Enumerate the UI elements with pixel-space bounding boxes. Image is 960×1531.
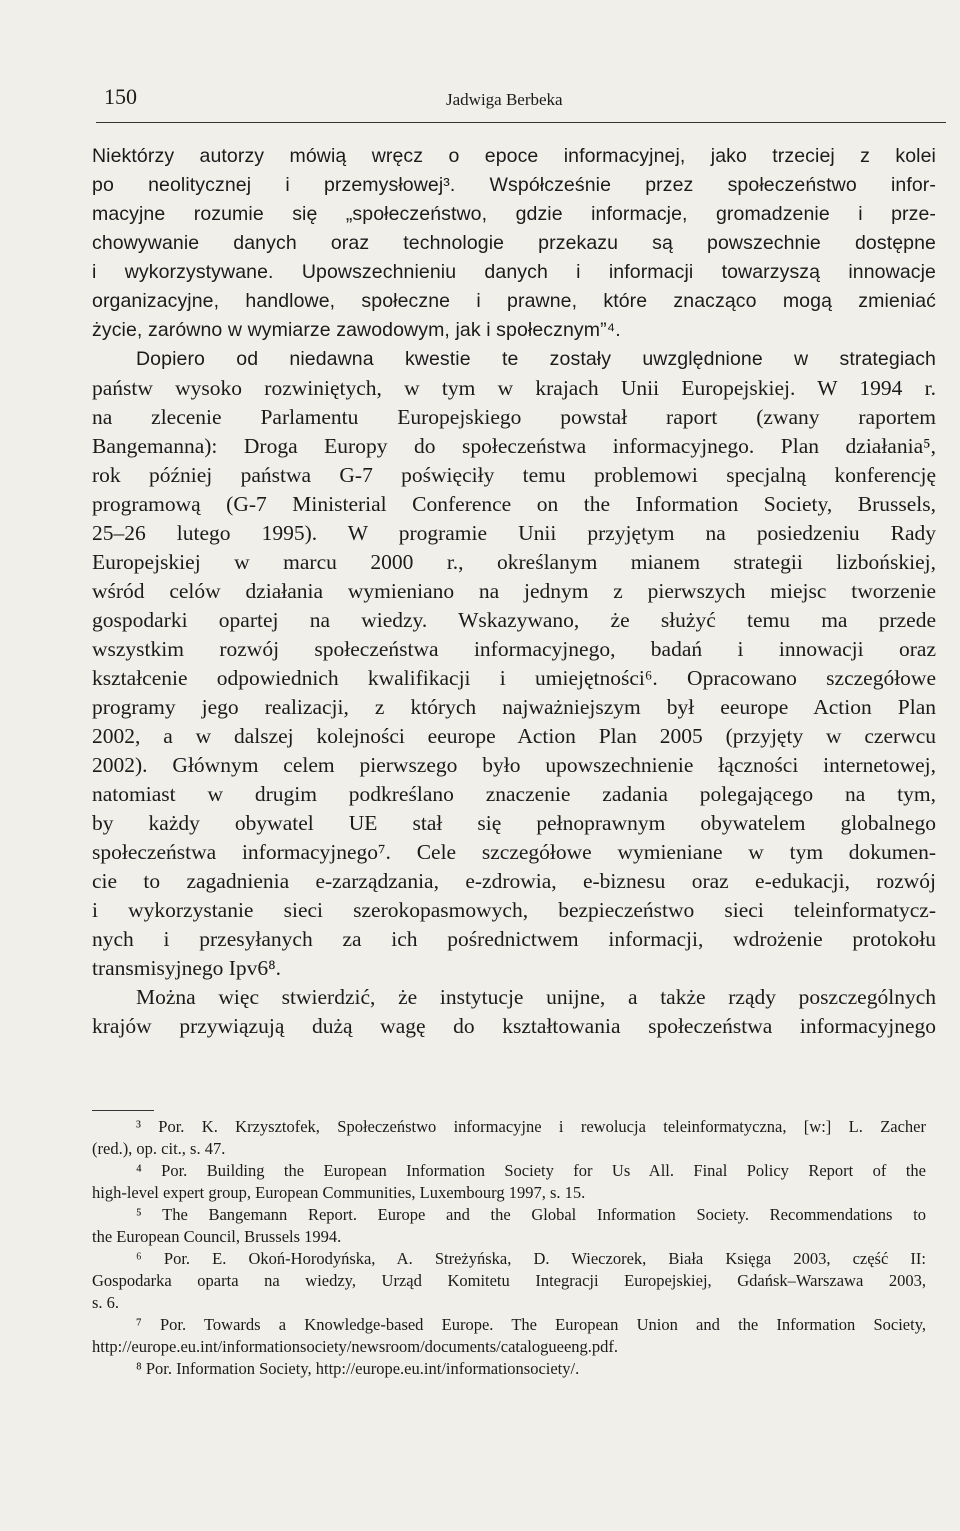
body-line: cie to zagadnienia e-zarządzania, e-zdrowia, e-biznesu oraz e-edukacji, rozwój: [92, 869, 936, 893]
body-line: organizacyjne, handlowe, społeczne i prawne, które znacząco mogą zmieniać: [92, 290, 936, 312]
footnote-line: the European Council, Brussels 1994.: [92, 1227, 342, 1246]
running-head-author: Jadwiga Berbeka: [446, 90, 563, 109]
body-line: krajów przywiązują dużą wagę do kształtowania społeczeństwa informacyjnego: [92, 1014, 936, 1038]
footnote-line: ⁵ The Bangemann Report. Europe and the Global Information Society. Recommendations to: [136, 1205, 926, 1224]
body-line: programy jego realizacji, z których najważniejszym był eeurope Action Plan: [92, 695, 936, 719]
footnote-line: ⁴ Por. Building the European Information Society for Us All. Final Policy Report of the: [136, 1161, 926, 1180]
body-line: na zlecenie Parlamentu Europejskiego powstał raport (zwany raportem: [92, 405, 936, 429]
body-line: macyjne rozumie się „społeczeństwo, gdzie informacje, gromadzenie i prze-: [92, 203, 936, 225]
running-header: [96, 78, 936, 118]
footnote-line: ³ Por. K. Krzysztofek, Społeczeństwo informacyjne i rewolucja teleinformatyczna, [w:] L. Zacher: [136, 1117, 926, 1136]
body-line: by każdy obywatel UE stał się pełnoprawnym obywatelem globalnego: [92, 811, 936, 835]
page-number: 150: [104, 84, 137, 109]
body-line: gospodarki opartej na wiedzy. Wskazywano, że służyć temu ma przede: [92, 608, 936, 632]
body-line: 25–26 lutego 1995). W programie Unii przyjętym na posiedzeniu Rady: [92, 521, 936, 545]
footnote-line: ⁶ Por. E. Okoń-Horodyńska, A. Streżyńska, D. Wieczorek, Biała Księga 2003, część II:: [136, 1249, 926, 1268]
body-line: państw wysoko rozwiniętych, w tym w krajach Unii Europejskiej. W 1994 r.: [92, 376, 936, 400]
footnote-line: high-level expert group, European Communities, Luxembourg 1997, s. 15.: [92, 1183, 586, 1202]
body-line: 2002, a w dalszej kolejności eeurope Action Plan 2005 (przyjęty w czerwcu: [92, 724, 936, 748]
body-line: Dopiero od niedawna kwestie te zostały uwzględnione w strategiach: [136, 348, 936, 370]
footnote-line: s. 6.: [92, 1293, 120, 1312]
body-line: po neolitycznej i przemysłowej³. Współcześnie przez społeczeństwo infor-: [92, 174, 936, 196]
body-line: Można więc stwierdzić, że instytucje unijne, a także rządy poszczególnych: [136, 985, 936, 1009]
footnote-line: ⁸ Por. Information Society, http://europe.eu.int/informationsociety/.: [136, 1359, 580, 1378]
body-line: kształcenie odpowiednich kwalifikacji i umiejętności⁶. Opracowano szczegółowe: [92, 666, 936, 690]
footnote-line: (red.), op. cit., s. 47.: [92, 1139, 226, 1158]
body-line: wszystkim rozwój społeczeństwa informacyjnego, badań i innowacji oraz: [92, 637, 936, 661]
body-line: i wykorzystanie sieci szerokopasmowych, bezpieczeństwo sieci teleinformatycz-: [92, 898, 936, 922]
body-line: 2002). Głównym celem pierwszego było upowszechnienie łączności internetowej,: [92, 753, 936, 777]
header-rule: [96, 122, 946, 123]
footnote-line: ⁷ Por. Towards a Knowledge-based Europe. The European Union and the Information Society,: [136, 1315, 926, 1334]
footnote-rule: [92, 1110, 154, 1111]
body-line: chowywanie danych oraz technologie przekazu są powszechnie dostępne: [92, 232, 936, 254]
body-line: Niektórzy autorzy mówią wręcz o epoce informacyjnej, jako trzeciej z kolei: [92, 145, 936, 167]
body-line: życie, zarówno w wymiarze zawodowym, jak i społecznym”⁴.: [92, 319, 621, 341]
body-line: nych i przesyłanych za ich pośrednictwem informacji, wdrożenie protokołu: [92, 927, 936, 951]
body-line: rok później państwa G-7 poświęciły temu problemowi specjalną konferencję: [92, 463, 936, 487]
body-line: Europejskiej w marcu 2000 r., określanym mianem strategii lizbońskiej,: [92, 550, 936, 574]
footnote-line: Gospodarka oparta na wiedzy, Urząd Komitetu Integracji Europejskiej, Gdańsk–Warszawa 2003,: [92, 1271, 926, 1290]
body-line: programową (G-7 Ministerial Conference on the Information Society, Brussels,: [92, 492, 936, 516]
body-text: [92, 142, 936, 1041]
body-line: natomiast w drugim podkreślano znaczenie zadania polegającego na tym,: [92, 782, 936, 806]
footnote-line: http://europe.eu.int/informationsociety/newsroom/documents/catalogueeng.pdf.: [92, 1337, 619, 1356]
body-line: społeczeństwa informacyjnego⁷. Cele szczegółowe wymieniane w tym dokumen-: [92, 840, 936, 864]
body-line: wśród celów działania wymieniano na jednym z pierwszych miejsc tworzenie: [92, 579, 936, 603]
body-line: transmisyjnego Ipv6⁸.: [92, 956, 282, 980]
footnotes: [92, 1116, 926, 1380]
body-line: i wykorzystywane. Upowszechnieniu danych i informacji towarzyszą innowacje: [92, 261, 936, 283]
body-line: Bangemanna): Droga Europy do społeczeństwa informacyjnego. Plan działania⁵,: [92, 434, 936, 458]
